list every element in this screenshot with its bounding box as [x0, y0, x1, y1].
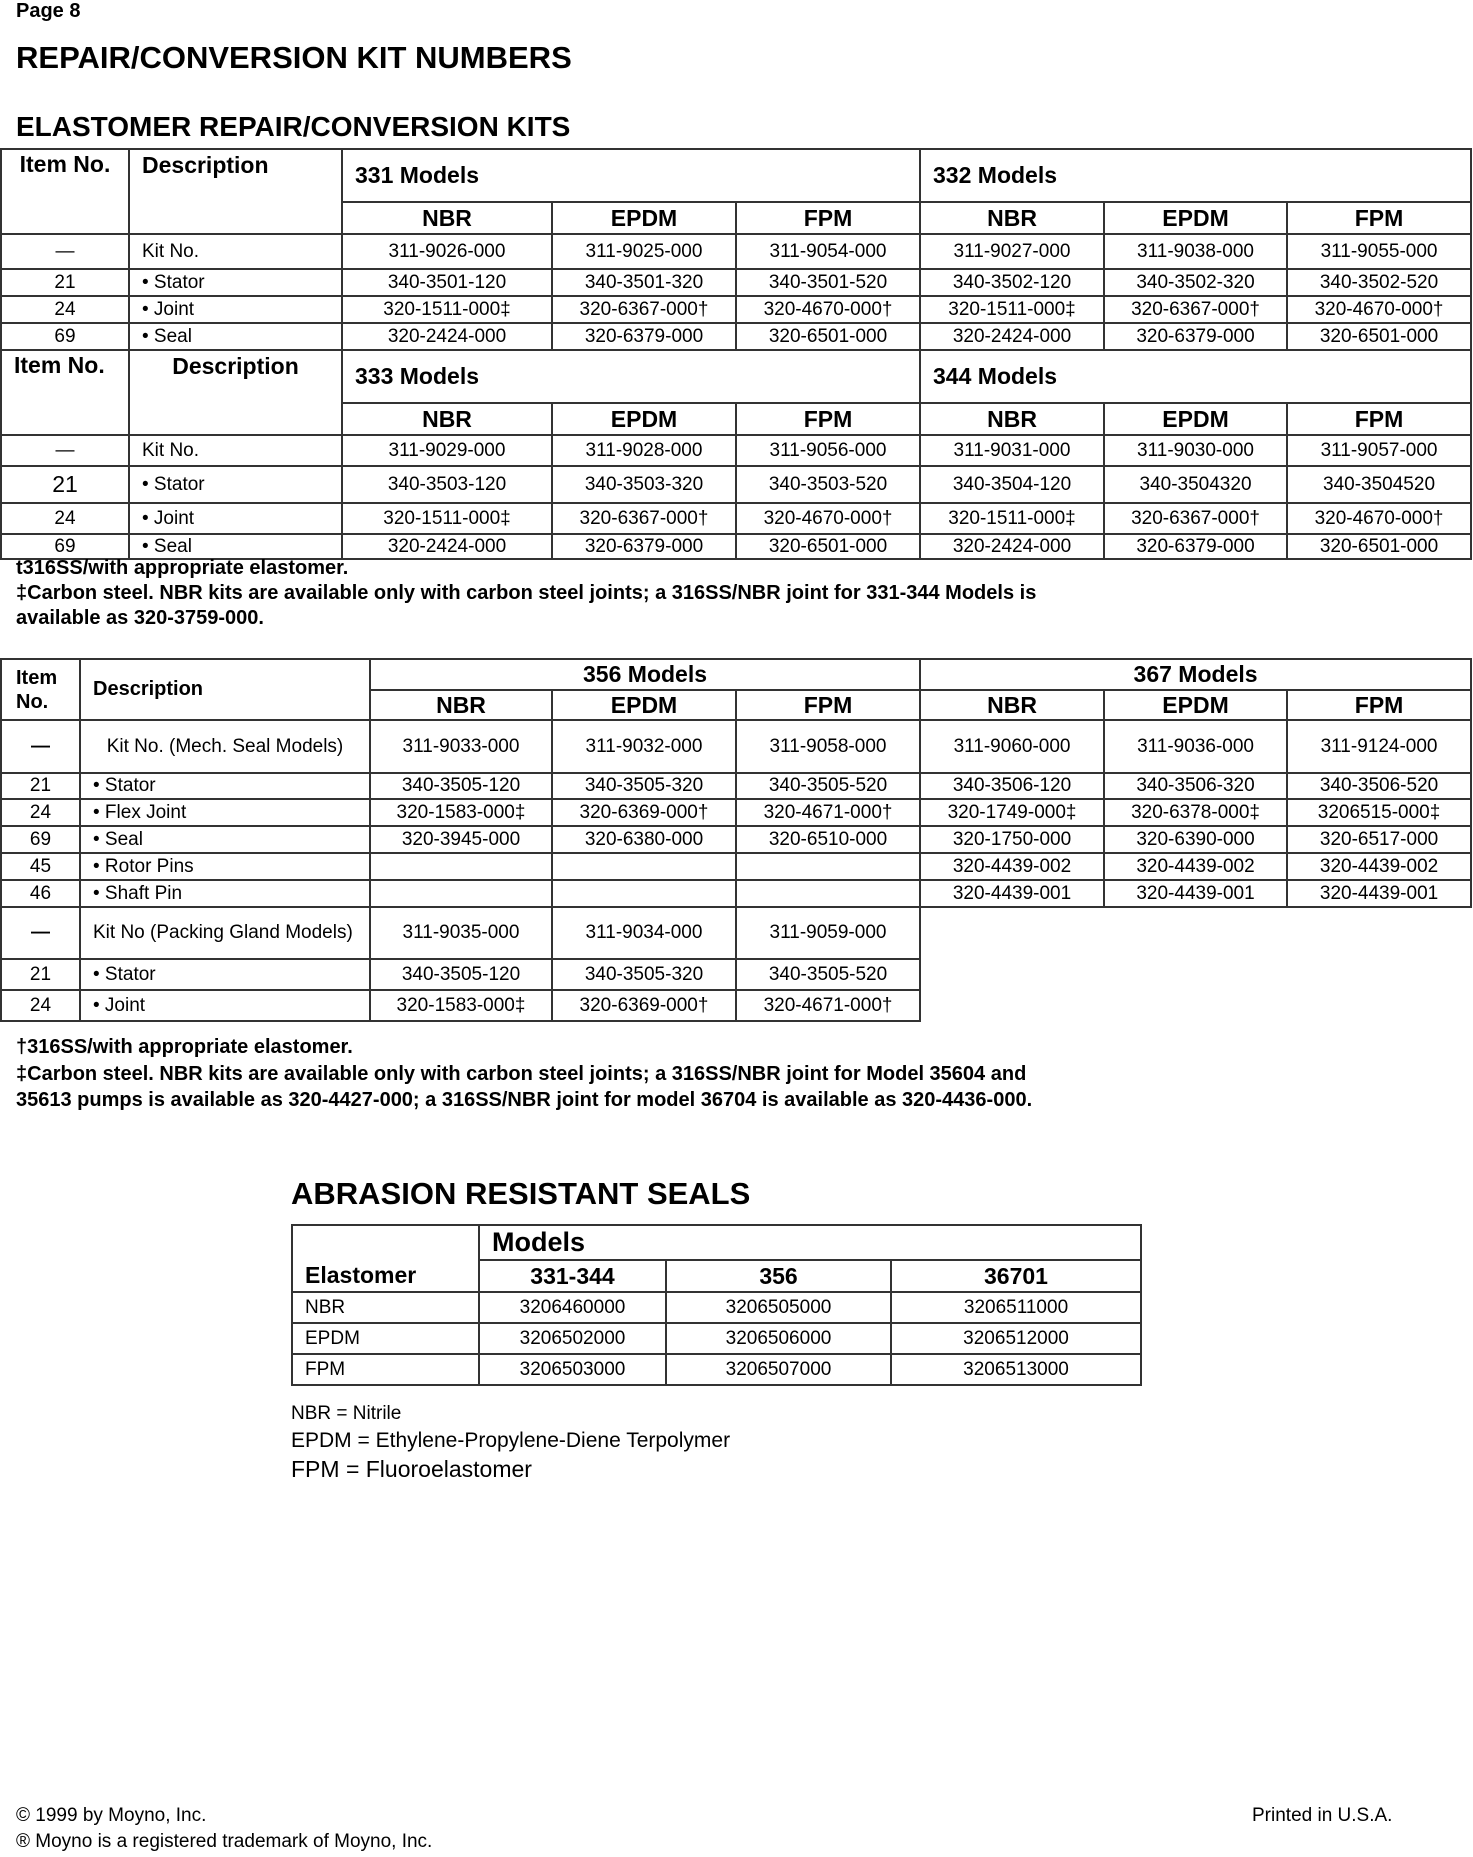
- table-row: [1, 466, 1471, 503]
- description: • Stator: [80, 773, 370, 799]
- table-row: [1, 880, 1471, 907]
- part-number: 320-6501-000: [736, 534, 920, 559]
- part-number: 320-4439-002: [1287, 853, 1471, 880]
- description: • Seal: [129, 534, 342, 559]
- empty-cell: [920, 907, 1104, 959]
- part-number: 311-9059-000: [736, 907, 920, 959]
- elastomer-header: EPDM: [552, 202, 736, 234]
- part-number: 320-4439-001: [1104, 880, 1287, 907]
- description: • Stator: [129, 466, 342, 503]
- part-number: 3206515-000‡: [1287, 799, 1471, 826]
- part-number: 311-9054-000: [736, 234, 920, 269]
- part-number: 320-1511-000‡: [920, 503, 1104, 534]
- description: • Rotor Pins: [80, 853, 370, 880]
- part-number: 320-6378-000‡: [1104, 799, 1287, 826]
- empty-cell: [1104, 907, 1287, 959]
- elastomer-header: EPDM: [1104, 690, 1287, 720]
- footnote-double-dagger-2: ‡Carbon steel. NBR kits are available only with carbon steel joints; a 316SS/NBR joint for Model 35604 and: [16, 1063, 1027, 1085]
- part-number: 340-3504520: [1287, 466, 1471, 503]
- model-header: 356: [666, 1260, 891, 1292]
- description-header: Description: [129, 149, 342, 234]
- item-no: 21: [1, 959, 80, 990]
- empty-cell: [920, 959, 1104, 990]
- header-row: [1, 149, 1471, 202]
- part-number: 320-1511-000‡: [342, 503, 552, 534]
- description: Kit No. (Mech. Seal Models): [80, 720, 370, 773]
- empty-cell: [1287, 907, 1471, 959]
- legend-nbr: NBR = Nitrile: [291, 1403, 402, 1424]
- part-number: 311-9124-000: [1287, 720, 1471, 773]
- part-number: 320-6501-000: [1287, 323, 1471, 350]
- part-number: 340-3505-120: [370, 959, 552, 990]
- table-row: [1, 907, 1471, 959]
- elastomer-header: FPM: [736, 690, 920, 720]
- elastomer-header: NBR: [920, 202, 1104, 234]
- table-row: [1, 799, 1471, 826]
- part-number: 320-1511-000‡: [920, 296, 1104, 323]
- part-number: 340-3502-120: [920, 269, 1104, 296]
- elastomer-header: NBR: [370, 690, 552, 720]
- footnote-double-dagger-cont: available as 320-3759-000.: [16, 607, 264, 629]
- table-row: [1, 826, 1471, 853]
- item-no-header: Item No.: [1, 350, 129, 435]
- footnote-double-dagger: ‡Carbon steel. NBR kits are available only with carbon steel joints; a 316SS/NBR joint for 331-344 Models is: [16, 582, 1037, 604]
- empty-cell: [920, 990, 1104, 1021]
- model-group-header: 344 Models: [920, 350, 1471, 403]
- elastomer-name: FPM: [292, 1354, 479, 1385]
- description: • Joint: [129, 503, 342, 534]
- abrasion-title: ABRASION RESISTANT SEALS: [291, 1176, 751, 1211]
- table-row: [1, 990, 1471, 1021]
- description: • Stator: [129, 269, 342, 296]
- part-number: 320-1749-000‡: [920, 799, 1104, 826]
- description: Kit No.: [129, 435, 342, 466]
- seal-part-number: 3206513000: [891, 1354, 1141, 1385]
- table-row: [292, 1292, 1141, 1323]
- part-number: 320-1583-000‡: [370, 799, 552, 826]
- table-row: [1, 323, 1471, 350]
- model-group-header: 333 Models: [342, 350, 920, 403]
- part-number: [736, 880, 920, 907]
- model-group-header: 331 Models: [342, 149, 920, 202]
- seal-part-number: 3206505000: [666, 1292, 891, 1323]
- part-number: 311-9060-000: [920, 720, 1104, 773]
- description: • Seal: [80, 826, 370, 853]
- part-number: 320-6517-000: [1287, 826, 1471, 853]
- part-number: 311-9030-000: [1104, 435, 1287, 466]
- header-row: [292, 1225, 1141, 1260]
- part-number: 340-3503-120: [342, 466, 552, 503]
- part-number: 311-9029-000: [342, 435, 552, 466]
- description-header: Description: [129, 350, 342, 435]
- model-group-header: 367 Models: [920, 659, 1471, 690]
- description: • Stator: [80, 959, 370, 990]
- part-number: 340-3504-120: [920, 466, 1104, 503]
- part-number: 340-3505-320: [552, 959, 736, 990]
- part-number: [552, 853, 736, 880]
- model-group-header: 356 Models: [370, 659, 920, 690]
- elastomer-header: FPM: [1287, 690, 1471, 720]
- part-number: 320-6369-000†: [552, 990, 736, 1021]
- part-number: 340-3504320: [1104, 466, 1287, 503]
- seal-part-number: 3206512000: [891, 1323, 1141, 1354]
- item-no: 45: [1, 853, 80, 880]
- part-number: 320-4439-002: [1104, 853, 1287, 880]
- part-number: 320-6390-000: [1104, 826, 1287, 853]
- part-number: 320-4671-000†: [736, 799, 920, 826]
- part-number: 320-6367-000†: [1104, 296, 1287, 323]
- description: Kit No (Packing Gland Models): [80, 907, 370, 959]
- part-number: 311-9035-000: [370, 907, 552, 959]
- model-header: 36701: [891, 1260, 1141, 1292]
- elastomer-header: Elastomer: [292, 1225, 479, 1292]
- header-row: [1, 350, 1471, 403]
- seal-part-number: 3206460000: [479, 1292, 666, 1323]
- part-number: 320-6369-000†: [552, 799, 736, 826]
- item-no: 21: [1, 466, 129, 503]
- item-no: 24: [1, 296, 129, 323]
- description: • Joint: [80, 990, 370, 1021]
- part-number: 320-6510-000: [736, 826, 920, 853]
- part-number: 340-3506-320: [1104, 773, 1287, 799]
- empty-cell: [1287, 959, 1471, 990]
- item-no-header: Item No.: [1, 149, 129, 234]
- part-number: 320-6379-000: [552, 534, 736, 559]
- part-number: 311-9034-000: [552, 907, 736, 959]
- description: • Joint: [129, 296, 342, 323]
- seal-part-number: 3206502000: [479, 1323, 666, 1354]
- part-number: 311-9028-000: [552, 435, 736, 466]
- item-no: —: [1, 234, 129, 269]
- page-number: Page 8: [16, 0, 81, 22]
- elastomer-header: EPDM: [552, 403, 736, 435]
- elastomer-header: NBR: [920, 690, 1104, 720]
- part-number: 311-9032-000: [552, 720, 736, 773]
- item-no: —: [1, 907, 80, 959]
- elastomer-header: FPM: [1287, 202, 1471, 234]
- seal-part-number: 3206507000: [666, 1354, 891, 1385]
- item-no: —: [1, 720, 80, 773]
- legend-epdm: EPDM = Ethylene-Propylene-Diene Terpolymer: [291, 1429, 731, 1452]
- elastomer-header: NBR: [342, 202, 552, 234]
- part-number: 320-2424-000: [920, 534, 1104, 559]
- part-number: 311-9026-000: [342, 234, 552, 269]
- part-number: [370, 880, 552, 907]
- part-number: 311-9058-000: [736, 720, 920, 773]
- part-number: 340-3501-120: [342, 269, 552, 296]
- seal-part-number: 3206503000: [479, 1354, 666, 1385]
- item-no: 69: [1, 826, 80, 853]
- item-no: 24: [1, 799, 80, 826]
- part-number: 311-9027-000: [920, 234, 1104, 269]
- header-row: [1, 659, 1471, 690]
- part-number: 340-3506-120: [920, 773, 1104, 799]
- seal-part-number: 3206511000: [891, 1292, 1141, 1323]
- part-number: 311-9056-000: [736, 435, 920, 466]
- table-row: [1, 435, 1471, 466]
- description-header: Description: [80, 659, 370, 720]
- part-number: 320-6379-000: [1104, 323, 1287, 350]
- part-number: 320-4670-000†: [1287, 503, 1471, 534]
- part-number: [370, 853, 552, 880]
- part-number: 340-3503-320: [552, 466, 736, 503]
- seal-part-number: 3206506000: [666, 1323, 891, 1354]
- part-number: 320-4670-000†: [1287, 296, 1471, 323]
- footer-printed: Printed in U.S.A.: [1252, 1805, 1393, 1826]
- table-row: [292, 1323, 1141, 1354]
- part-number: 320-6380-000: [552, 826, 736, 853]
- elastomer-header: EPDM: [1104, 403, 1287, 435]
- part-number: 311-9025-000: [552, 234, 736, 269]
- part-number: 320-1583-000‡: [370, 990, 552, 1021]
- part-number: 311-9031-000: [920, 435, 1104, 466]
- part-number: 340-3502-520: [1287, 269, 1471, 296]
- part-number: 311-9038-000: [1104, 234, 1287, 269]
- description: Kit No.: [129, 234, 342, 269]
- part-number: 340-3506-520: [1287, 773, 1471, 799]
- part-number: 340-3501-520: [736, 269, 920, 296]
- legend-fpm: FPM = Fluoroelastomer: [291, 1456, 532, 1482]
- part-number: 320-6367-000†: [552, 503, 736, 534]
- part-number: 320-4439-001: [1287, 880, 1471, 907]
- empty-cell: [1104, 990, 1287, 1021]
- part-number: 320-4439-001: [920, 880, 1104, 907]
- part-number: 320-1511-000‡: [342, 296, 552, 323]
- footer-trademark: ® Moyno is a registered trademark of Moyno, Inc.: [16, 1831, 433, 1852]
- table-row: [1, 773, 1471, 799]
- footnote-dagger-2: †316SS/with appropriate elastomer.: [16, 1036, 353, 1058]
- part-number: 340-3502-320: [1104, 269, 1287, 296]
- part-number: 311-9033-000: [370, 720, 552, 773]
- table-row: [1, 296, 1471, 323]
- item-no: 69: [1, 323, 129, 350]
- table-row: [1, 853, 1471, 880]
- elastomer-header: NBR: [342, 403, 552, 435]
- part-number: [552, 880, 736, 907]
- description: • Shaft Pin: [80, 880, 370, 907]
- part-number: 340-3505-320: [552, 773, 736, 799]
- model-header: 331-344: [479, 1260, 666, 1292]
- part-number: 311-9036-000: [1104, 720, 1287, 773]
- footer-copyright: © 1999 by Moyno, Inc.: [16, 1805, 207, 1826]
- table-row: [1, 534, 1471, 559]
- table-row: [1, 269, 1471, 296]
- elastomer-name: EPDM: [292, 1323, 479, 1354]
- elastomer-header: FPM: [736, 202, 920, 234]
- part-number: 320-2424-000: [342, 534, 552, 559]
- abrasion-seals-table: [291, 1224, 1142, 1386]
- model-group-header: 332 Models: [920, 149, 1471, 202]
- item-no: 24: [1, 503, 129, 534]
- part-number: 320-4671-000†: [736, 990, 920, 1021]
- part-number: 320-2424-000: [920, 323, 1104, 350]
- part-number: 340-3505-520: [736, 959, 920, 990]
- part-number: 320-1750-000: [920, 826, 1104, 853]
- item-no-header: Item No.: [1, 659, 80, 720]
- elastomer-header: NBR: [920, 403, 1104, 435]
- item-no: 21: [1, 773, 80, 799]
- part-number: 320-6367-000†: [552, 296, 736, 323]
- table-row: [1, 503, 1471, 534]
- description: • Seal: [129, 323, 342, 350]
- part-number: 311-9057-000: [1287, 435, 1471, 466]
- part-number: 340-3503-520: [736, 466, 920, 503]
- table-row: [1, 720, 1471, 773]
- item-no: 69: [1, 534, 129, 559]
- part-number: 320-4439-002: [920, 853, 1104, 880]
- part-number: 340-3501-320: [552, 269, 736, 296]
- item-no: 46: [1, 880, 80, 907]
- table-row: [1, 959, 1471, 990]
- part-number: 340-3505-520: [736, 773, 920, 799]
- empty-cell: [1104, 959, 1287, 990]
- part-number: 320-6501-000: [1287, 534, 1471, 559]
- footnote-dagger: t316SS/with appropriate elastomer.: [16, 557, 349, 579]
- elastomer-header: EPDM: [552, 690, 736, 720]
- elastomer-name: NBR: [292, 1292, 479, 1323]
- section-title: ELASTOMER REPAIR/CONVERSION KITS: [16, 111, 571, 142]
- part-number: 320-6379-000: [1104, 534, 1287, 559]
- elastomer-kits-table-331-344: [0, 148, 1472, 560]
- part-number: 320-6501-000: [736, 323, 920, 350]
- part-number: 320-4670-000†: [736, 296, 920, 323]
- footnote-double-dagger-2-cont: 35613 pumps is available as 320-4427-000; a 316SS/NBR joint for model 36704 is available as 320-4436-000.: [16, 1089, 1033, 1111]
- models-header: Models: [479, 1225, 1141, 1260]
- part-number: [736, 853, 920, 880]
- table-row: [1, 234, 1471, 269]
- part-number: 320-4670-000†: [736, 503, 920, 534]
- page-title: REPAIR/CONVERSION KIT NUMBERS: [16, 40, 572, 75]
- description: • Flex Joint: [80, 799, 370, 826]
- item-no: 24: [1, 990, 80, 1021]
- elastomer-header: FPM: [1287, 403, 1471, 435]
- item-no: —: [1, 435, 129, 466]
- part-number: 320-6367-000†: [1104, 503, 1287, 534]
- table-row: [292, 1354, 1141, 1385]
- elastomer-kits-table-356-367: [0, 658, 1472, 1022]
- part-number: 340-3505-120: [370, 773, 552, 799]
- elastomer-header: EPDM: [1104, 202, 1287, 234]
- empty-cell: [1287, 990, 1471, 1021]
- part-number: 320-2424-000: [342, 323, 552, 350]
- part-number: 320-3945-000: [370, 826, 552, 853]
- elastomer-header: FPM: [736, 403, 920, 435]
- part-number: 311-9055-000: [1287, 234, 1471, 269]
- item-no: 21: [1, 269, 129, 296]
- part-number: 320-6379-000: [552, 323, 736, 350]
